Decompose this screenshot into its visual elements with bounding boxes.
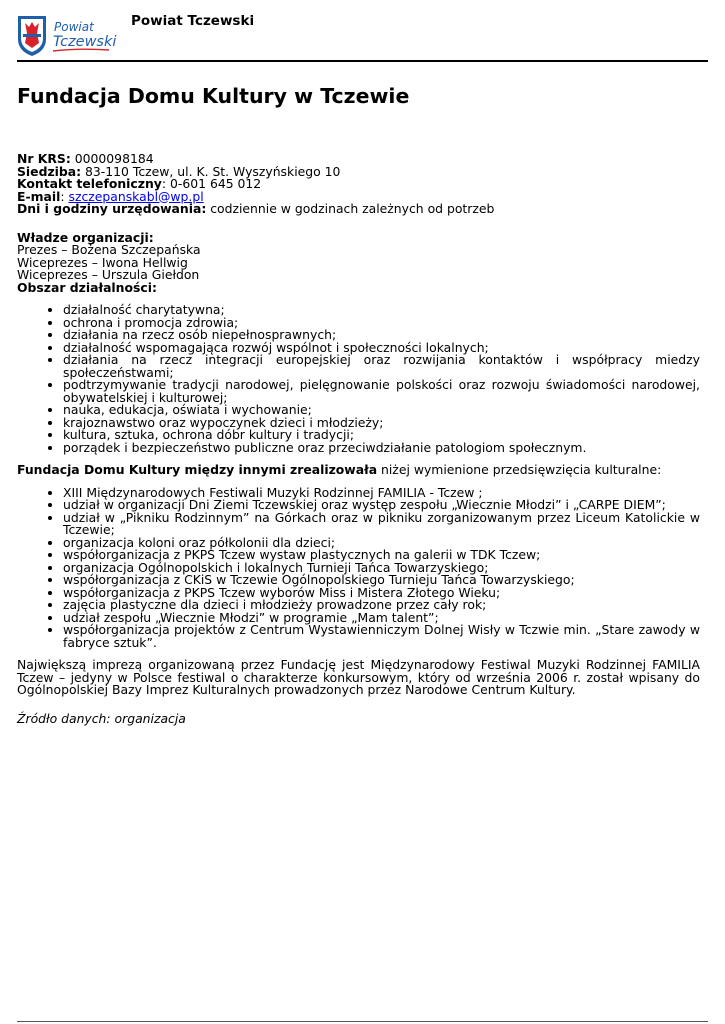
authority-member: Prezes – Bożena Szczepańska xyxy=(17,242,201,257)
list-item: • współorganizacja z CKiS w Tczewie Ogólnopolskiego Turnieju Tańca Towarzyskiego; xyxy=(63,574,700,587)
page-header xyxy=(0,0,725,62)
coat-of-arms-icon xyxy=(17,15,117,57)
logo-text-line2: Tczewski xyxy=(53,34,117,50)
projects-list xyxy=(17,484,700,650)
email-label: E-mail xyxy=(17,188,61,204)
email-link[interactable]: szczepanskabl@wp.pl xyxy=(68,188,204,204)
list-item: • XIII Międzynarodowych Festiwali Muzyki Rodzinnej FAMILIA - Tczew ; xyxy=(63,487,700,500)
list-item: • działania na rzecz integracji europejskiej oraz rozwijania kontaktów i współpracy miedzy społeczeństwami; xyxy=(63,354,700,379)
krs-value: 0000098184 xyxy=(70,151,154,166)
authority-member: Wiceprezes – Iwona Hellwig xyxy=(17,254,188,270)
list-item: • działalność wspomagająca rozwój wspólnot i społeczności lokalnych; xyxy=(63,342,700,355)
summary-paragraph: Największą imprezą organizowaną przez Fundację jest Międzynarodowy Festiwal Muzyki Rodzinnej FAMILIA Tczew – jedyny w Polsce festiwal o charakterze konkursowym, który od września 2006 r. został wpisany do Ogólnopolskiej Bazy Imprez Kulturalnych prowadzonych przez Narodowe Centrum Kultury. xyxy=(17,657,700,697)
main-content xyxy=(17,153,700,725)
list-item: • porządek i bezpieczeństwo publiczne oraz przeciwdziałanie patologiom społecznym. xyxy=(63,442,700,455)
page-title: Fundacja Domu Kultury w Tczewie xyxy=(17,84,410,108)
header-divider xyxy=(17,60,708,62)
county-logo[interactable] xyxy=(17,15,117,57)
activity-heading: Obszar działalności: xyxy=(17,279,157,295)
list-item: • udział w organizacji Dni Ziemi Tczewskiej oraz występ zespołu „Wiecznie Młodzi” i „CARPE DIEM”; xyxy=(63,499,700,512)
hours-label: Dni i godziny urzędowania: xyxy=(17,201,207,216)
list-item: • organizacja Ogólnopolskich i lokalnych Turnieji Tańca Towarzyskiego; xyxy=(63,562,700,575)
list-item: • udział w „Pikniku Rodzinnym” na Górkach oraz w pikniku zorganizowanym przez Liceum Katolickie w Tczewie; xyxy=(63,512,700,537)
email-separator: : xyxy=(60,188,69,204)
hours-row xyxy=(17,203,700,216)
projects-intro xyxy=(17,464,700,477)
list-item: • ochrona i promocja zdrowia; xyxy=(63,317,700,330)
list-item: • krajoznawstwo oraz wypoczynek dzieci i młodzieży; xyxy=(63,417,700,430)
logo-text-line1: Powiat xyxy=(54,20,94,34)
list-item: • współorganizacja z PKPS Tczew wystaw plastycznych na galerii w TDK Tczew; xyxy=(63,549,700,562)
list-item: • działalność charytatywna; xyxy=(63,304,700,317)
authority-member: Wiceprezes – Urszula Giełdon xyxy=(17,267,200,282)
list-item: • podtrzymywanie tradycji narodowej, pielęgnowanie polskości oraz rozwoju świadomości narodowej, obywatelskiej i kulturowej; xyxy=(63,379,700,404)
projects-intro-bold: Fundacja Domu Kultury między innymi zrealizowała xyxy=(17,462,378,477)
list-item: • współorganizacja z PKPS Tczew wyborów Miss i Mistera Złotego Wieku; xyxy=(63,587,700,600)
footer-divider xyxy=(17,1021,708,1022)
projects-intro-rest: niżej wymienione przedsięwzięcia kulturalne: xyxy=(377,462,662,477)
seat-label: Siedziba: xyxy=(17,163,82,179)
site-name[interactable]: Powiat Tczewski xyxy=(131,13,255,29)
list-item: • organizacja koloni oraz półkolonii dla dzieci; xyxy=(63,537,700,550)
seat-value: 83-110 Tczew, ul. K. St. Wyszyńskiego 10 xyxy=(81,163,341,179)
phone-value: : 0-601 645 012 xyxy=(161,176,262,191)
hours-value: codziennie w godzinach zależnych od potrzeb xyxy=(206,201,495,216)
list-item: • współorganizacja projektów z Centrum Wystawienniczym Dolnej Wisły w Tczwie min. „Stare zawody w fabryce sztuk”. xyxy=(63,624,700,649)
krs-label: Nr KRS: xyxy=(17,151,71,166)
list-item: • kultura, sztuka, ochrona dóbr kultury i tradycji; xyxy=(63,429,700,442)
list-item: • działania na rzecz osób niepełnosprawnych; xyxy=(63,329,700,342)
authorities-heading: Władze organizacji: xyxy=(17,229,154,245)
list-item: • udział zespołu „Wiecznie Młodzi” w programie „Mam talent”; xyxy=(63,612,700,625)
data-source: Źródło danych: organizacja xyxy=(17,710,186,726)
organization-info xyxy=(17,153,700,216)
list-item: • zajęcia plastyczne dla dzieci i młodzieży prowadzone przez cały rok; xyxy=(63,599,700,612)
activity-list xyxy=(17,304,700,454)
list-item: • nauka, edukacja, oświata i wychowanie; xyxy=(63,404,700,417)
phone-label: Kontakt telefoniczny xyxy=(17,176,162,191)
